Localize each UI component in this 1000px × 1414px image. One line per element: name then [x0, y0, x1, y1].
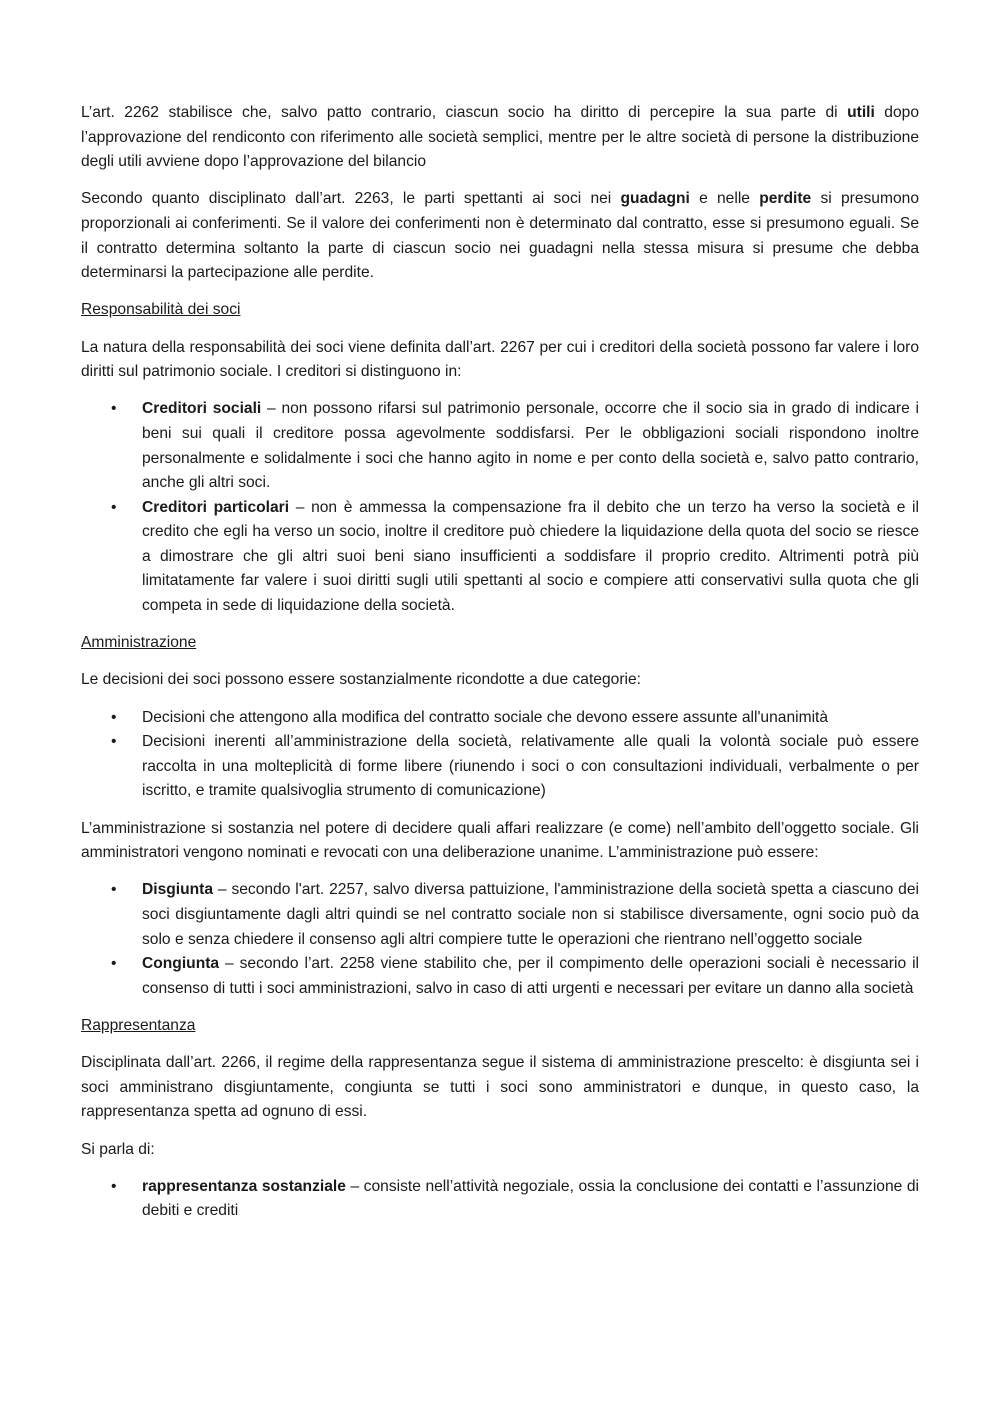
- bold-term: rappresentanza sostanziale: [142, 1177, 346, 1195]
- text: si presumono proporzionali ai conferimenti. Se il valore dei conferimenti non è determinato dal contratto, esse si presumono eguali. Se il contratto determina soltanto la parte di ciascun socio nei guadagni nella stessa misura si presume che debba determinarsi la partecipazione alle perdite.: [81, 190, 919, 282]
- list-item: [81, 878, 919, 952]
- text: – non è ammessa la compensazione fra il debito che un terzo ha verso la società e il credito che egli ha verso un socio, inoltre il creditore può chiedere la liquidazione della quota del socio se riesce a dimostrare che gli altri suoi beni siano insufficienti a soddisfare il proprio credito. Altrimenti potrà più limitatamente far valere i suoi diritti sugli utili spettanti al socio e compiere atti conservativi sulla quota che gli competa in sede di liquidazione della società.: [142, 498, 919, 615]
- text: Decisioni inerenti all’amministrazione della società, relativamente alle quali la volontà sociale può essere raccolta in una molteplicità di forme libere (riunendo i soci o con consultazioni individuali, verbalmente o per iscritto, e tramite qualsivoglia strumento di comunicazione): [142, 733, 919, 800]
- text: L’art. 2262 stabilisce che, salvo patto contrario, ciascun socio ha diritto di percepire la sua parte di: [81, 104, 848, 121]
- creditori-list: [81, 397, 919, 618]
- bullet-icon: •: [111, 881, 117, 899]
- paragraph-guadagni-perdite: [81, 187, 919, 285]
- list-item: [81, 952, 919, 1001]
- text: e nelle: [689, 190, 760, 208]
- bullet-icon: •: [111, 708, 117, 726]
- text: – consiste nell’attività negoziale, ossia la conclusione dei contatti e l’assunzione di debiti e crediti: [142, 1177, 919, 1220]
- bold-term: Disgiunta: [142, 881, 214, 899]
- amministrazione-tipi-list: [81, 878, 919, 1001]
- section-heading-responsabilita: Responsabilità dei soci: [81, 301, 241, 319]
- bullet-icon: •: [111, 955, 117, 973]
- bold-term: utili: [847, 104, 875, 121]
- section-heading-amministrazione: Amministrazione: [81, 634, 197, 652]
- bold-term: perdite: [759, 190, 812, 208]
- paragraph-si-parla: Si parla di:: [81, 1140, 155, 1158]
- text: – non possono rifarsi sul patrimonio personale, occorre che il socio sia in grado di indicare i beni sui quali il creditore possa agevolmente soddisfarsi. Per le obbligazioni sociali rispondono inoltre personalmente e solidalmente i soci che hanno agito in nome e per conto della società e, salvo patto contrario, anche gli altri soci.: [142, 400, 919, 492]
- text: Decisioni che attengono alla modifica del contratto sociale che devono essere assunte all'unanimità: [142, 708, 829, 726]
- bullet-icon: •: [111, 733, 117, 751]
- text: Secondo quanto disciplinato dall’art. 2263, le parti spettanti ai soci nei: [81, 190, 621, 208]
- section-heading-rappresentanza: Rappresentanza: [81, 1016, 196, 1034]
- bullet-icon: •: [111, 498, 117, 516]
- list-item: [81, 1175, 919, 1224]
- paragraph-amministrazione: L’amministrazione si sostanzia nel potere di decidere quali affari realizzare (e come) nell’ambito dell’oggetto sociale. Gli amministratori vengono nominati e revocati con una deliberazione unanime. L’amministrazione può essere:: [81, 819, 919, 862]
- list-item: [81, 397, 919, 495]
- list-item: [81, 496, 919, 619]
- rappresentanza-list: [81, 1175, 919, 1224]
- text: – secondo l’art. 2258 viene stabilito che, per il compimento delle operazioni sociali è necessario il consenso di tutti i soci amministrazioni, salvo in caso di atti urgenti e necessari per evitare un danno alla società: [142, 955, 919, 997]
- bullet-icon: •: [111, 400, 117, 418]
- text: – secondo l'art. 2257, salvo diversa pattuizione, l'amministrazione della società spetta a ciascuno dei soci disgiuntamente dagli altri quindi se nel contratto sociale non si stabilisce diversamente, ogni socio può da solo e senza chiedere il consenso agli altri compiere tutte le operazioni che rientrano nell’oggetto sociale: [142, 881, 919, 948]
- list-item: [81, 706, 919, 731]
- bold-term: guadagni: [620, 190, 690, 208]
- paragraph-utili: [81, 101, 919, 175]
- text: dopo l’approvazione del rendiconto con riferimento alle società semplici, mentre per le altre società di persone la distribuzione degli utili avviene dopo l’approvazione del bilancio: [81, 104, 919, 171]
- bold-term: Creditori sociali: [142, 400, 262, 418]
- bullet-icon: •: [111, 1177, 117, 1195]
- list-item: [81, 730, 919, 804]
- paragraph-amministrazione-intro: Le decisioni dei soci possono essere sostanzialmente ricondotte a due categorie:: [81, 671, 641, 689]
- paragraph-responsabilita-intro: La natura della responsabilità dei soci viene definita dall’art. 2267 per cui i creditori della società possono far valere i loro diritti sul patrimonio sociale. I creditori si distinguono in:: [81, 338, 919, 381]
- decisioni-list: [81, 706, 919, 804]
- bold-term: Congiunta: [142, 955, 220, 973]
- document-page: [81, 101, 919, 1236]
- bold-term: Creditori particolari: [142, 498, 290, 516]
- paragraph-rappresentanza: Disciplinata dall’art. 2266, il regime della rappresentanza segue il sistema di amministrazione prescelto: è disgiunta sei i soci amministrano disgiuntamente, congiunta se tutti i soci sono amministratori e dunque, in questo caso, la rappresentanza spetta ad ognuno di essi.: [81, 1054, 919, 1121]
